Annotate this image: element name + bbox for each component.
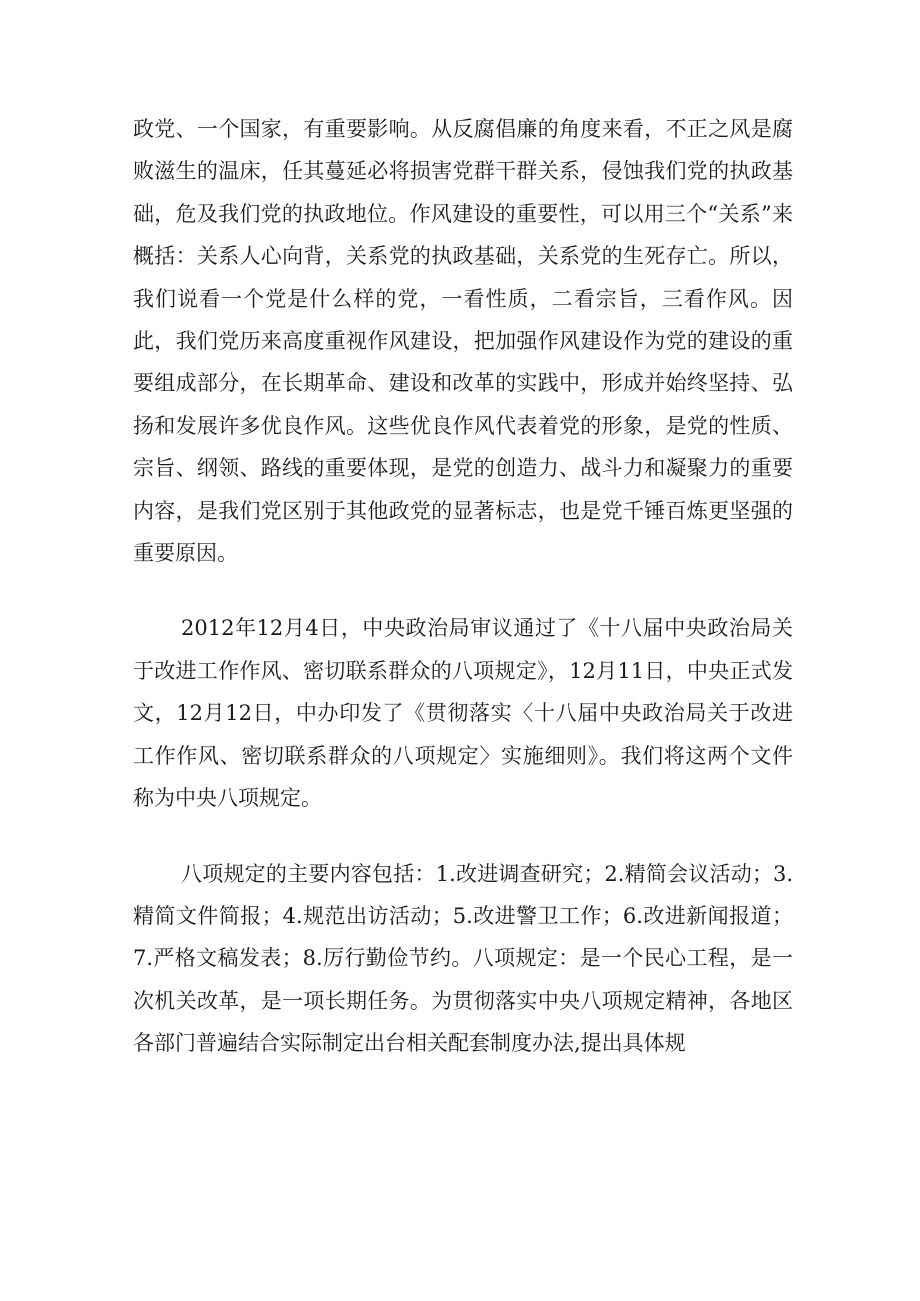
paragraph-eight-regulations-history: 2012年12月4日，中央政治局审议通过了《十八届中央政治局关于改进工作作风、密切联系群众的八项规定》，12月11日，中央正式发文，12月12日，中办印发了《贯彻落实〈十八届中央政治局关于改进工作作风、密切联系群众的八项规定〉实施细则》。我们将这两个文件称为中央八项规定。 (133, 616, 793, 811)
paragraph-gap (133, 820, 793, 853)
paragraph-party-style-importance: 政党、一个国家，有重要影响。从反腐倡廉的角度来看，不正之风是腐败滋生的温床，任其蔓延必将损害党群干群关系，侵蚀我们党的执政基础，危及我们党的执政地位。作风建设的重要性，可以用三个“关系”来概括：关系人心向背，关系党的执政基础，关系党的生死存亡。所以，我们说看一个党是什么样的党，一看性质，二看宗旨，三看作风。因此，我们党历来高度重视作风建设，把加强作风建设作为党的建设的重要组成部分，在长期革命、建设和改革的实践中，形成并始终坚持、弘扬和发展许多优良作风。这些优良作风代表着党的形象，是党的性质、宗旨、纲领、路线的重要体现，是党的创造力、战斗力和凝聚力的重要内容，是我们党区别于其他政党的显著标志，也是党千锤百炼更坚强的重要原因。 (133, 117, 793, 566)
document-body (133, 108, 793, 1065)
paragraph-gap (133, 574, 793, 607)
paragraph-eight-regulations-content: 八项规定的主要内容包括：1.改进调查研究；2.精简会议活动；3.精简文件简报；4.规范出访活动；5.改进警卫工作；6.改进新闻报道；7.严格文稿发表；8.厉行勤俭节约。八项规定：是一个民心工程，是一次机关改革，是一项长期任务。为贯彻落实中央八项规定精神，各地区各部门普遍结合实际制定出台相关配套制度办法,提出具体规 (133, 861, 793, 1056)
